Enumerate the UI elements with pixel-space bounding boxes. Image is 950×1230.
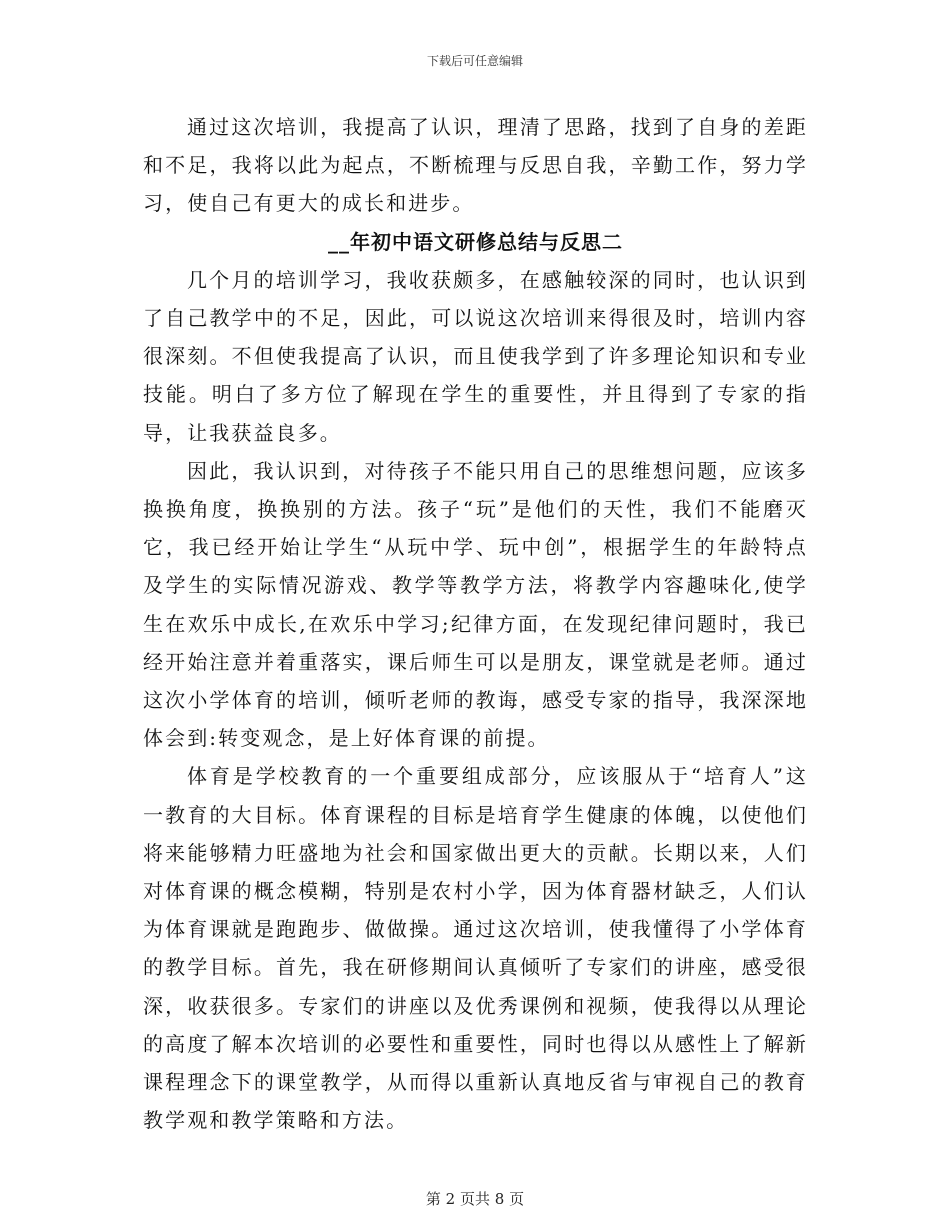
section-title: __年初中语文研修总结与反思二	[328, 229, 623, 254]
paragraph-2: 因此，我认识到，对待孩子不能只用自己的思维想问题，应该多换换角度，换换别的方法。孩子“玩”是他们的天性，我们不能磨灭它，我已经开始让学生“从玩中学、玩中创”，根据学生的年龄特点及学生的实际情况游戏、教学等教学方法，将教学内容趣味化,使学生在欢乐中成长,在欢乐中学习;纪律方面，在发现纪律问题时，我已经开始注意并着重落实，课后师生可以是朋友，课堂就是老师。通过这次小学体育的培训，倾听老师的教诲，感受专家的指导，我深深地体会到:转变观念，是上好体育课的前提。	[143, 458, 808, 751]
paragraph-1: 几个月的培训学习，我收获颇多，在感触较深的同时，也认识到了自己教学中的不足，因此，可以说这次培训来得很及时，培训内容很深刻。不但使我提高了认识，而且使我学到了许多理论知识和专业技能。明白了多方位了解现在学生的重要性，并且得到了专家的指导，让我获益良多。	[143, 267, 808, 445]
paragraph-3: 体育是学校教育的一个重要组成部分，应该服从于“培育人”这一教育的大目标。体育课程的目标是培育学生健康的体魄，以使他们将来能够精力旺盛地为社会和国家做出更大的贡献。长期以来，人们对体育课的概念模糊，特别是农村小学，因为体育器材缺乏，人们认为体育课就是跑跑步、做做操。通过这次培训，使我懂得了小学体育的教学目标。首先，我在研修期间认真倾听了专家们的讲座，感受很深，收获很多。专家们的讲座以及优秀课例和视频，使我得以从理论的高度了解本次培训的必要性和重要性，同时也得以从感性上了解新课程理念下的课堂教学，从而得以重新认真地反省与审视自己的教育教学观和教学策略和方法。	[143, 764, 808, 1133]
page-footer: 第 2 页共 8 页	[425, 1190, 525, 1208]
paragraph-intro: 通过这次培训，我提高了认识，理清了思路，找到了自身的差距和不足，我将以此为起点，不断梳理与反思自我，辛勤工作，努力学习，使自己有更大的成长和进步。	[143, 115, 808, 216]
header-note: 下载后可任意编辑	[426, 54, 523, 68]
document-body	[143, 108, 808, 1139]
